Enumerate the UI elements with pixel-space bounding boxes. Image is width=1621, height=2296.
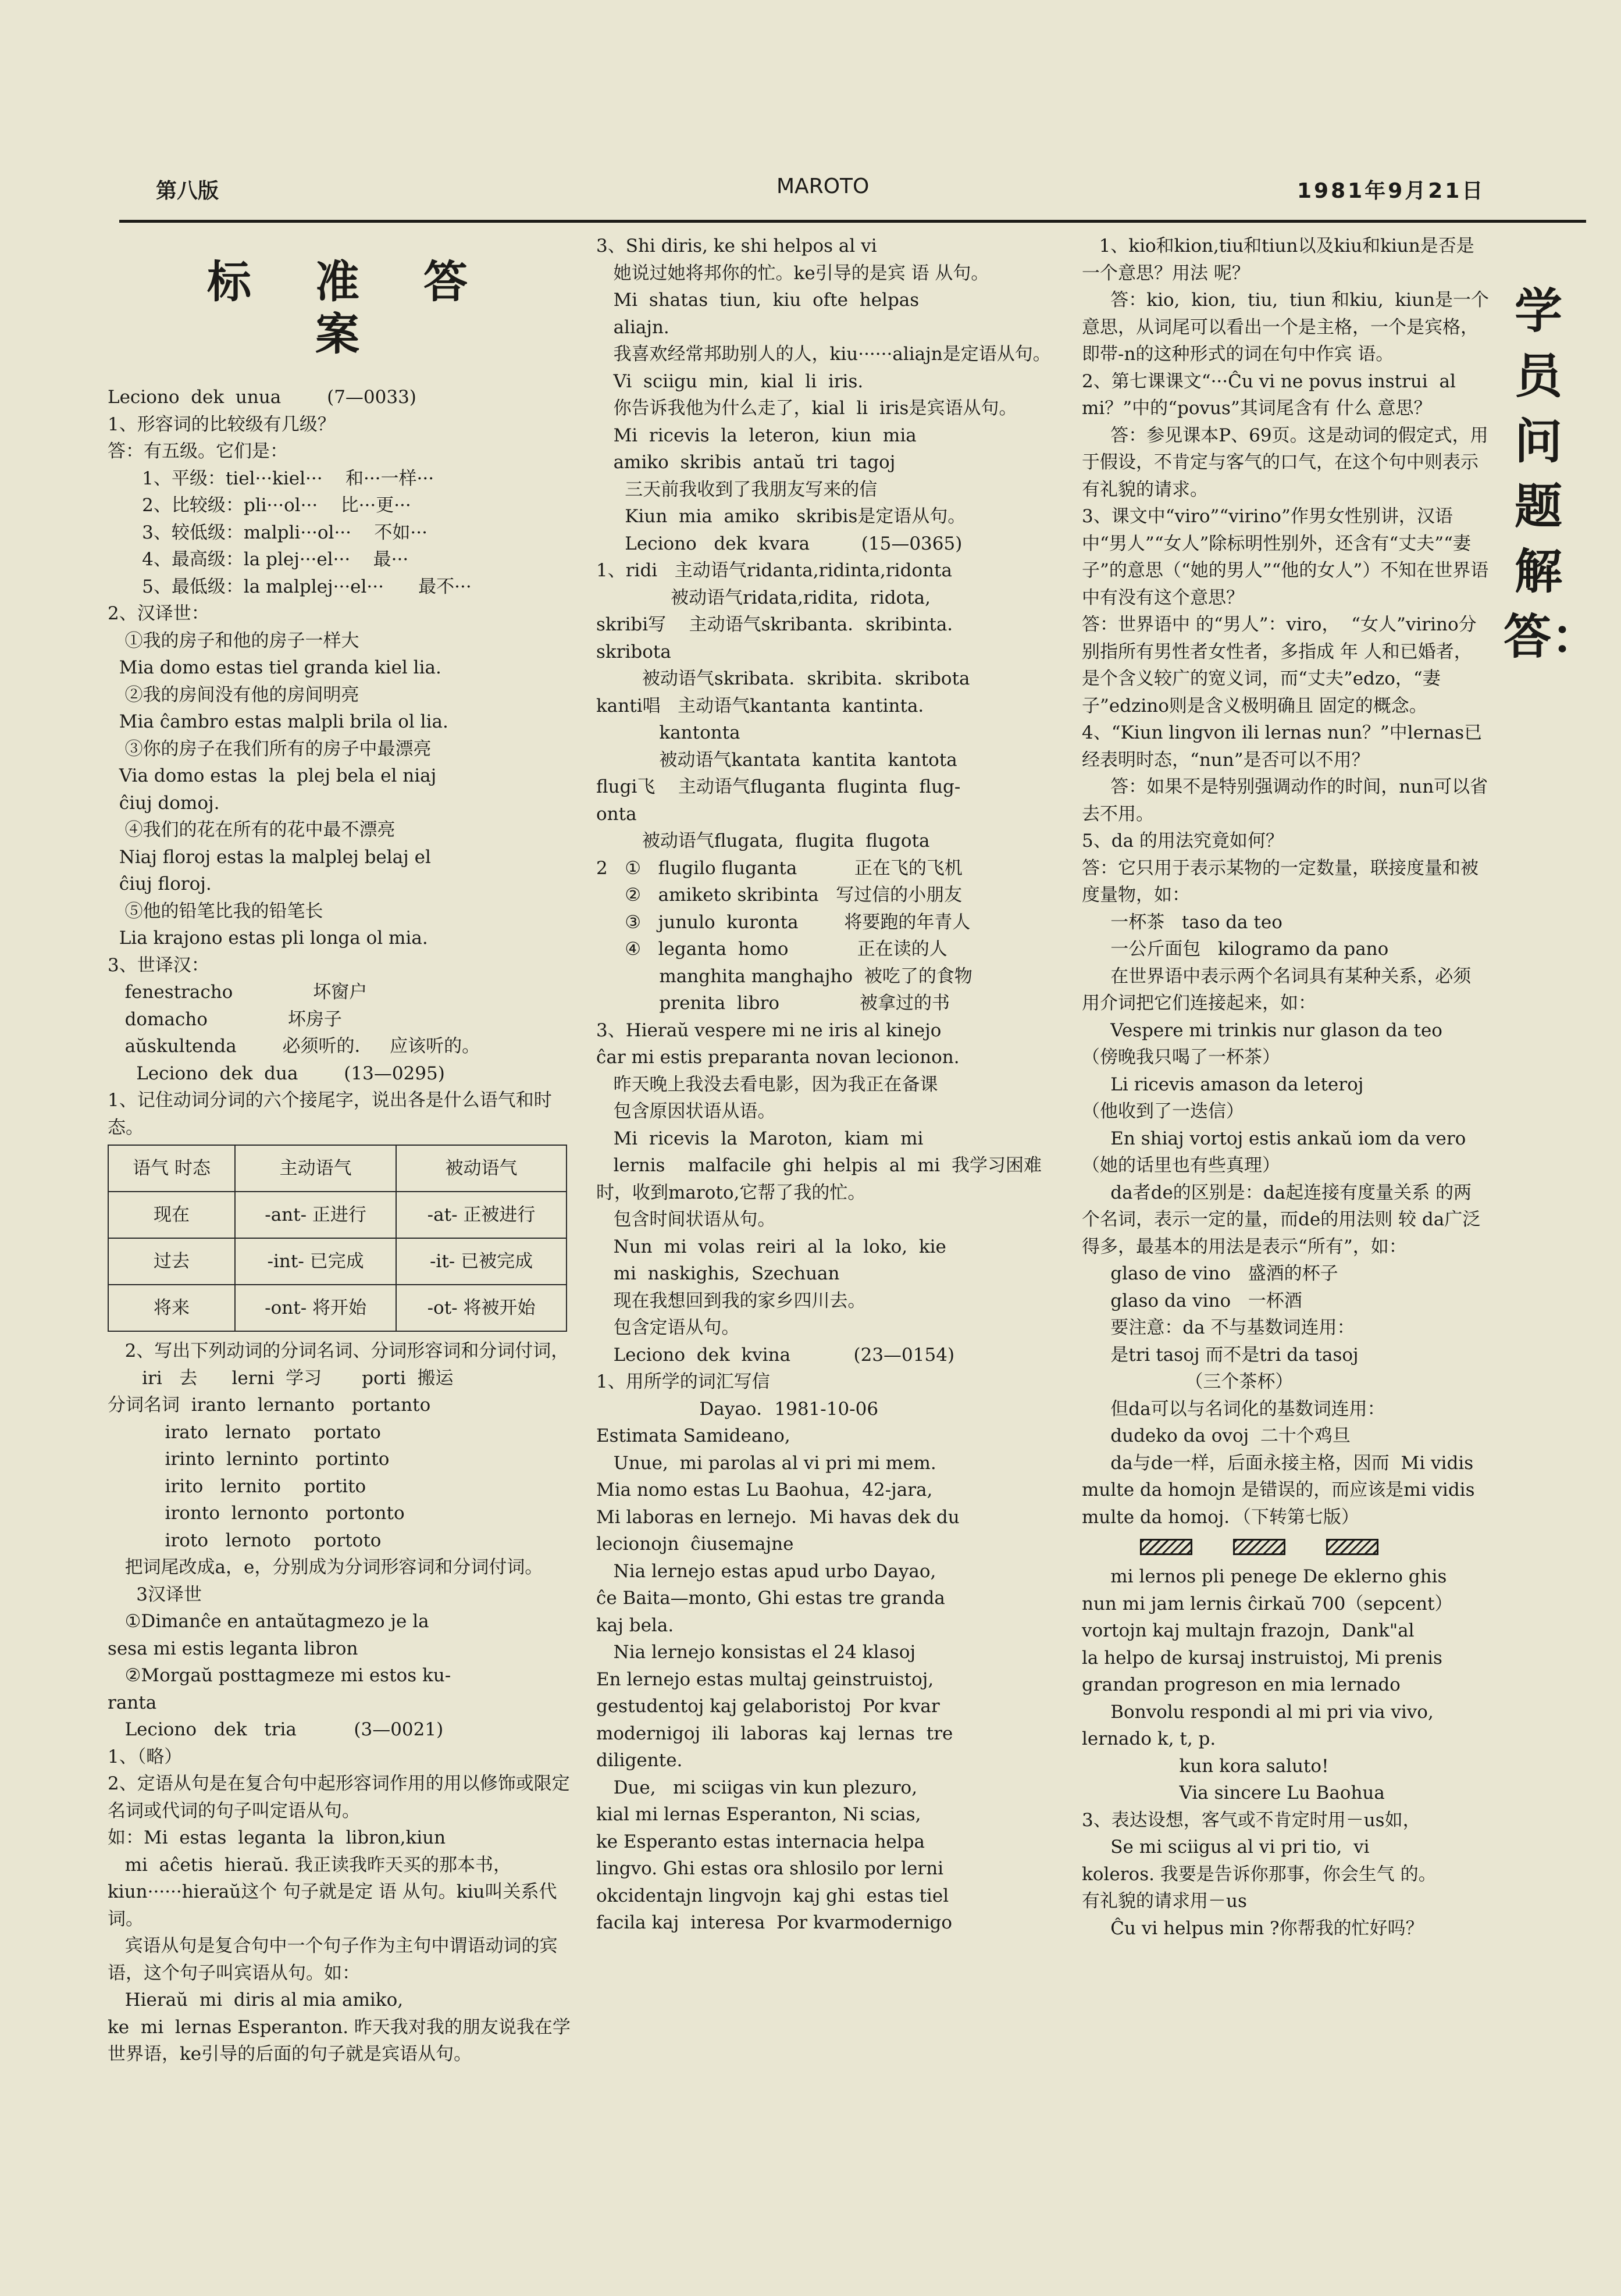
ornament-mark bbox=[1140, 1539, 1192, 1555]
table-header-cell: 被动语气 bbox=[396, 1145, 567, 1192]
text-line: Nia lernejo konsistas el 24 klasoj bbox=[596, 1642, 916, 1663]
text-line: 2、汉译世： bbox=[108, 603, 209, 624]
column-1-text-top bbox=[108, 384, 579, 1141]
text-line: 2、写出下列动词的分词名词、分词形容词和分词付词， bbox=[108, 1340, 569, 1361]
text-line: 答：如果不是特别强调动作的时间，nun可以省去不用。 bbox=[1082, 776, 1488, 825]
text-line: Mia domo estas tiel granda kiel lia. bbox=[108, 657, 441, 678]
text-line: mi naskighis, Szechuan bbox=[596, 1263, 840, 1284]
text-line: 2、第七课课文“···Ĉu vi ne povus instrui al mi？”中的“povus”其词尾含有 什么 意思？ bbox=[1082, 370, 1467, 419]
text-line: skribota bbox=[596, 641, 671, 662]
text-line: Mi ricevis la leteron, kiun mia bbox=[596, 425, 917, 446]
text-line: ⑤他的铅笔比我的铅笔长 bbox=[108, 900, 323, 922]
text-line: Niaj floroj estas la malplej belaj el bbox=[108, 846, 431, 868]
text-line: amiko skribis antaŭ tri tagoj bbox=[596, 452, 896, 473]
text-line: 3、较低级：malpli···ol··· 不如··· bbox=[108, 522, 427, 543]
text-line: aŭskultenda 必须听的． 应该听的。 bbox=[108, 1036, 480, 1057]
text-line: ke mi lernas Esperanton. 昨天我对我的朋友说我在学世界语，ke引导的后面的句子就是宾语从句。 bbox=[108, 2016, 571, 2065]
text-line: Estimata Samideano, bbox=[596, 1425, 790, 1446]
text-line: Hieraŭ mi diris al mia amiko, bbox=[108, 1990, 404, 2010]
text-line: okcidentajn lingvojn kaj ghi estas tiel bbox=[596, 1885, 949, 1906]
text-line: （三个茶杯） bbox=[1082, 1371, 1294, 1392]
text-line: kial mi lernas Esperanton, Ni scias, bbox=[596, 1804, 921, 1825]
text-line: lingvo. Ghi estas ora shlosilo por lerni bbox=[596, 1858, 944, 1879]
text-line: 2、定语从句是在复合句中起形容词作用的用以修饰或限定名词或代词的句子叫定语从句。 bbox=[108, 1773, 570, 1821]
text-line: manghita manghajho 被吃了的食物 bbox=[596, 965, 972, 987]
text-line: ④ leganta homo 正在读的人 bbox=[596, 939, 947, 960]
text-line: 1、平级：tiel···kiel··· 和···一样··· bbox=[108, 468, 434, 489]
table-cell: -ot- 将被开始 bbox=[396, 1285, 567, 1331]
text-line: 被动语气flugata, flugita flugota bbox=[596, 830, 930, 851]
article-title: 标准答案 bbox=[207, 256, 532, 360]
text-line: Li ricevis amason da leteroj bbox=[1082, 1074, 1364, 1095]
text-line: sesa mi estis leganta libron bbox=[108, 1638, 358, 1659]
ornament-mark bbox=[1326, 1539, 1378, 1555]
text-line: 4、“Kiun lingvon ili lernas nun？”中lernas已经表明时态，“nun”是否可以不用？ bbox=[1082, 722, 1483, 771]
text-line: 3、课文中“viro”“virino”作男女性别讲，汉语中“男人”“女人”除标明性别外，还含有“丈夫”“妻子”的意思（“她的男人”“他的女人”）不知在世界语中有没有这个意思？ bbox=[1082, 506, 1489, 608]
text-line: 3汉译世 bbox=[108, 1584, 202, 1605]
text-line: irato lernato portato bbox=[108, 1421, 381, 1443]
text-line: la helpo de kursaj instruistoj, Mi prenis bbox=[1082, 1647, 1442, 1668]
column-1-text-bottom bbox=[108, 1338, 579, 2068]
text-line: da者de的区别是：da起连接有度量关系 的两个名词，表示一定的量，而de的用法则 较 da广泛得多，最基本的用法是表示“所有”，如： bbox=[1082, 1182, 1481, 1257]
ornament-mark bbox=[1233, 1539, 1285, 1555]
text-line: 答：它只用于表示某物的一定数量，联接度量和被度量物，如： bbox=[1082, 857, 1479, 905]
text-line: 3、世译汉： bbox=[108, 954, 209, 976]
text-line: kantonta bbox=[596, 722, 740, 743]
text-line: Leciono dek dua (13—0295) bbox=[108, 1063, 445, 1084]
page-number: 第八版 bbox=[156, 179, 219, 203]
text-line: 分词名词 iranto lernanto portanto bbox=[108, 1395, 431, 1416]
text-line: ②Morgaŭ posttagmeze mi estos ku- bbox=[108, 1665, 451, 1686]
text-line: 她说过她将邦你的忙。ke引导的是宾 语 从句。 bbox=[596, 262, 989, 284]
text-line: 被动语气ridata,ridita, ridota, bbox=[596, 587, 931, 608]
text-line: lernis malfacile ghi helpis al mi 我学习困难时，收到maroto,它帮了我的忙。 bbox=[596, 1155, 1042, 1203]
table-header-cell: 主动语气 bbox=[235, 1145, 396, 1192]
text-line: Leciono dek tria (3—0021) bbox=[108, 1719, 444, 1740]
text-line: En lernejo estas multaj geinstruistoj, bbox=[596, 1668, 934, 1690]
text-line: 1、记住动词分词的六个接尾字，说出各是什么语气和时态。 bbox=[108, 1090, 552, 1138]
text-line: glaso de vino 盛酒的杯子 bbox=[1082, 1263, 1338, 1284]
text-line: 1、用所学的词汇写信 bbox=[596, 1371, 770, 1392]
text-line: 5、da 的用法究竟如何？ bbox=[1082, 830, 1284, 851]
text-line: mi aĉetis hieraŭ. 我正读我昨天买的那本书，kiun······hieraŭ这个 句子就是定 语 从句。kiu叫关系代词。 bbox=[108, 1854, 557, 1930]
text-line: ke Esperanto estas internacia helpa bbox=[596, 1831, 925, 1852]
text-line: 3、Hieraŭ vespere mi ne iris al kinejo bbox=[596, 1019, 942, 1041]
text-line: 答：世界语中 的“男人”：viro， “女人”virino分别指所有男性者女性者，多指成 年 人和已婚者，是个含义较广的宽义词，而“丈夫”edzo，“妻子”edzino则是含义极明确且 固定的概念。 bbox=[1082, 614, 1477, 716]
table-cell: 现在 bbox=[108, 1192, 235, 1238]
text-line: ①Dimanĉe en antaŭtagmezo je la bbox=[108, 1611, 429, 1632]
text-line: grandan progreson en mia lernado bbox=[1082, 1674, 1401, 1695]
text-line: 答：有五级。它们是： bbox=[108, 441, 288, 462]
text-line: 如：Mi estas leganta la libron,kiun bbox=[108, 1827, 446, 1848]
text-line: 2、比较级：pli···ol··· 比···更··· bbox=[108, 495, 411, 516]
text-line: ironto lernonto portonto bbox=[108, 1503, 405, 1524]
text-line: 包含时间状语从句。 bbox=[596, 1209, 776, 1230]
text-line: gestudentoj kaj gelaboristoj Por kvar bbox=[596, 1696, 940, 1717]
text-line: kaj bela. bbox=[596, 1614, 674, 1636]
participle-table bbox=[108, 1145, 567, 1332]
text-line: Vi sciigu min, kial li iris. bbox=[596, 370, 864, 392]
text-line: prenita libro 被拿过的书 bbox=[596, 993, 950, 1014]
text-line: 3、表达设想，客气或不肯定时用－us如， bbox=[1082, 1809, 1421, 1831]
text-line: ② amiketo skribinta 写过信的小朋友 bbox=[596, 885, 963, 905]
text-line: 包含定语从句。 bbox=[596, 1317, 740, 1338]
text-line: aliajn. bbox=[596, 316, 669, 338]
column-3 bbox=[1082, 233, 1489, 1942]
text-line: Leciono dek unua (7—0033) bbox=[108, 387, 416, 408]
text-line: 4、最高级：la plej···el··· 最··· bbox=[108, 549, 409, 570]
text-line: vortojn kaj multajn frazojn, Dank"al bbox=[1082, 1620, 1415, 1641]
text-line: 你告诉我他为什么走了，kial li iris是宾语从句。 bbox=[596, 398, 1017, 419]
text-line: irinto lerninto portinto bbox=[108, 1449, 390, 1470]
text-line: modernigoj ili laboras kaj lernas tre bbox=[596, 1723, 953, 1744]
text-line: 但da可以与名词化的基数词连用： bbox=[1082, 1398, 1385, 1420]
text-line: ĉiuj domoj. bbox=[108, 792, 220, 814]
text-line: Ĉu vi helpus min ?你帮我的忙好吗？ bbox=[1082, 1917, 1424, 1939]
text-line: Dayao．1981-10-06 bbox=[596, 1398, 879, 1420]
table-cell: -it- 已被完成 bbox=[396, 1238, 567, 1285]
text-line: onta bbox=[596, 803, 637, 825]
text-line: 一公斤面包 kilogramo da pano bbox=[1082, 939, 1389, 960]
text-line: ③ junulo kuronta 将要跑的年青人 bbox=[596, 911, 971, 933]
participle-table-body bbox=[108, 1145, 567, 1331]
text-line: da与de一样，后面永接主格，因而 Mi vidis multe da homojn 是错误的，而应该是mi vidis multe da homoj．（下转第七版） bbox=[1082, 1452, 1481, 1528]
text-line: 现在我想回到我的家乡四川去。 bbox=[596, 1290, 866, 1311]
text-line: diligente. bbox=[596, 1750, 683, 1771]
text-line: （他收到了一迭信） bbox=[1082, 1101, 1244, 1122]
text-line: Vespere mi trinkis nur glason da teo bbox=[1082, 1019, 1442, 1041]
table-row bbox=[108, 1238, 567, 1285]
text-line: （傍晚我只喝了一杯茶） bbox=[1082, 1047, 1280, 1068]
text-line: kanti唱 主动语气kantanta kantinta． bbox=[596, 695, 936, 716]
text-line: ④我们的花在所有的花中最不漂亮 bbox=[108, 819, 396, 840]
text-line: Mia nomo estas Lu Baohua，42-jara, bbox=[596, 1479, 933, 1500]
text-line: 被动语气kantata kantita kantota bbox=[596, 749, 957, 771]
text-line: Se mi sciigus al vi pri tio, vi bbox=[1082, 1837, 1370, 1858]
text-line: Kiun mia amiko skribis是定语从句。 bbox=[596, 506, 966, 527]
text-line: 昨天晚上我没去看电影，因为我正在备课 bbox=[596, 1074, 938, 1095]
issue-date: 1981年9月21日 bbox=[1297, 179, 1485, 203]
table-header-row bbox=[108, 1145, 567, 1192]
text-line: skribi写 主动语气skribanta．skribinta． bbox=[596, 614, 966, 635]
text-line: Leciono dek kvina (23—0154) bbox=[596, 1344, 955, 1366]
text-line: Mi laboras en lernejo．Mi havas dek du bbox=[596, 1506, 960, 1528]
newspaper-name: MAROTO bbox=[776, 174, 870, 198]
text-line: flugi飞 主动语气fluganta fluginta flug- bbox=[596, 776, 961, 797]
text-line: facila kaj interesa Por kvarmodernigo bbox=[596, 1912, 953, 1933]
text-line: 要注意：da 不与基数词连用： bbox=[1082, 1317, 1355, 1338]
text-line: Due, mi sciigas vin kun plezuro, bbox=[596, 1777, 918, 1798]
table-cell: -ont- 将开始 bbox=[235, 1285, 396, 1331]
sidebar-heading: 学员问题解答： bbox=[1504, 284, 1599, 665]
table-cell: -int- 已完成 bbox=[235, 1238, 396, 1285]
text-line: Unue, mi parolas al vi pri mi mem. bbox=[596, 1452, 936, 1474]
text-line: 1、kio和kion,tiu和tiun以及kiu和kiun是否是一个意思？用法 呢？ bbox=[1082, 236, 1474, 284]
text-line: Nia lernejo estas apud urbo Dayao, bbox=[596, 1560, 936, 1582]
text-line: 被动语气skribata．skribita．skribota bbox=[596, 668, 970, 689]
text-line: 1、（略） bbox=[108, 1746, 183, 1767]
text-line: glaso da vino 一杯酒 bbox=[1082, 1290, 1302, 1311]
text-line: ĉe Baita—monto, Ghi estas tre granda bbox=[596, 1588, 945, 1609]
table-cell: -ant- 正进行 bbox=[235, 1192, 396, 1238]
text-line: nun mi jam lernis ĉirkaŭ 700（sepcent） bbox=[1082, 1593, 1453, 1614]
text-line: 包含原因状语从语。 bbox=[596, 1101, 776, 1122]
text-line: 三天前我收到了我朋友写来的信 bbox=[596, 479, 878, 500]
column-1 bbox=[108, 233, 579, 2068]
qa-section bbox=[1082, 233, 1489, 1531]
text-line: Leciono dek kvara (15—0365) bbox=[596, 533, 963, 554]
table-row bbox=[108, 1192, 567, 1238]
text-line: lecionojn ĉiusemajne bbox=[596, 1534, 794, 1555]
text-line: ①我的房子和他的房子一样大 bbox=[108, 630, 359, 651]
text-line: iri 去 lerni 学习 porti 搬运 bbox=[108, 1367, 454, 1389]
text-line: Nun mi volas reiri al la loko, kie bbox=[596, 1236, 946, 1257]
text-line: irito lernito portito bbox=[108, 1475, 366, 1497]
text-line: Via domo estas la plej bela el niaj bbox=[108, 765, 437, 786]
text-line: koleros. 我要是告诉你那事，你会生气 的。 bbox=[1082, 1863, 1437, 1885]
text-line: Lia krajono estas pli longa ol mia. bbox=[108, 928, 428, 949]
text-line: Mi ricevis la Maroton, kiam mi bbox=[596, 1128, 924, 1149]
text-line: iroto lernoto portoto bbox=[108, 1530, 382, 1551]
text-line: Via sincere Lu Baohua bbox=[1082, 1782, 1385, 1803]
table-row bbox=[108, 1285, 567, 1331]
text-line: 3、Shi diris, ke shi helpos al vi bbox=[596, 236, 877, 256]
ornament-divider bbox=[1082, 1539, 1489, 1555]
text-line: 1、ridi 主动语气ridanta,ridinta,ridonta bbox=[596, 560, 952, 581]
text-line: 答：参见课本P、69页。这是动词的假定式，用于假设，不肯定与客气的口气，在这个句中则表示有礼貌的请求。 bbox=[1082, 425, 1488, 500]
text-line: Mia ĉambro estas malpli brila ol lia. bbox=[108, 711, 448, 732]
text-line: 在世界语中表示两个名词具有某种关系，必须用介词把它们连接起来，如： bbox=[1082, 965, 1472, 1014]
text-line: ĉar mi estis preparanta novan lecionon. bbox=[596, 1047, 960, 1068]
text-line: ranta bbox=[108, 1692, 157, 1713]
text-line: En shiaj vortoj estis ankaŭ iom da vero（她的话里也有些真理） bbox=[1082, 1128, 1466, 1176]
text-line: 一杯茶 taso da teo bbox=[1082, 911, 1282, 933]
text-line: Mi shatas tiun, kiu ofte helpas bbox=[596, 290, 920, 311]
text-line: 5、最低级：la malplej···el··· 最不··· bbox=[108, 576, 472, 597]
table-cell: 过去 bbox=[108, 1238, 235, 1285]
column-2 bbox=[596, 233, 1067, 1937]
text-line: ĉiuj floroj. bbox=[108, 874, 212, 894]
text-line: lernado k, t, p. bbox=[1082, 1728, 1216, 1749]
text-line: dudeko da ovoj 二十个鸡旦 bbox=[1082, 1425, 1351, 1446]
text-line: 2 ① flugilo fluganta 正在飞的飞机 bbox=[596, 857, 963, 879]
header-rule bbox=[119, 220, 1586, 223]
text-line: domacho 坏房子 bbox=[108, 1008, 342, 1030]
text-line: kun kora saluto! bbox=[1082, 1755, 1329, 1777]
text-line: 把词尾改成a，e，分别成为分词形容词和分词付词。 bbox=[108, 1557, 543, 1578]
table-header-cell: 语气 时态 bbox=[108, 1145, 235, 1192]
text-line: 答：kio, kion, tiu, tiun 和kiu, kiun是一个意思，从词尾可以看出一个是主格，一个是宾格，即带-n的这种形式的词在句中作宾 语。 bbox=[1082, 290, 1490, 365]
text-line: ③你的房子在我们所有的房子中最漂亮 bbox=[108, 738, 432, 760]
text-line: 是tri tasoj 而不是tri da tasoj bbox=[1082, 1344, 1359, 1366]
text-line: mi lernos pli penege De eklerno ghis bbox=[1082, 1566, 1447, 1587]
table-cell: 将来 bbox=[108, 1285, 235, 1331]
table-cell: -at- 正被进行 bbox=[396, 1192, 567, 1238]
letter-continuation bbox=[1082, 1563, 1489, 1942]
text-line: fenestracho 坏窗户 bbox=[108, 982, 368, 1003]
text-line: Bonvolu respondi al mi pri via vivo, bbox=[1082, 1701, 1434, 1723]
text-line: 宾语从句是复合句中一个句子作为主句中谓语动词的宾语，这个句子叫宾语从句。如： bbox=[108, 1935, 558, 1984]
text-line: 有礼貌的请求用－us bbox=[1082, 1891, 1247, 1912]
text-line: 我喜欢经常邦助别人的人，kiu······aliajn是定语从句。 bbox=[596, 344, 1051, 365]
text-line: 1、形容词的比较级有几级？ bbox=[108, 413, 336, 435]
text-line: ②我的房间没有他的房间明亮 bbox=[108, 684, 359, 705]
